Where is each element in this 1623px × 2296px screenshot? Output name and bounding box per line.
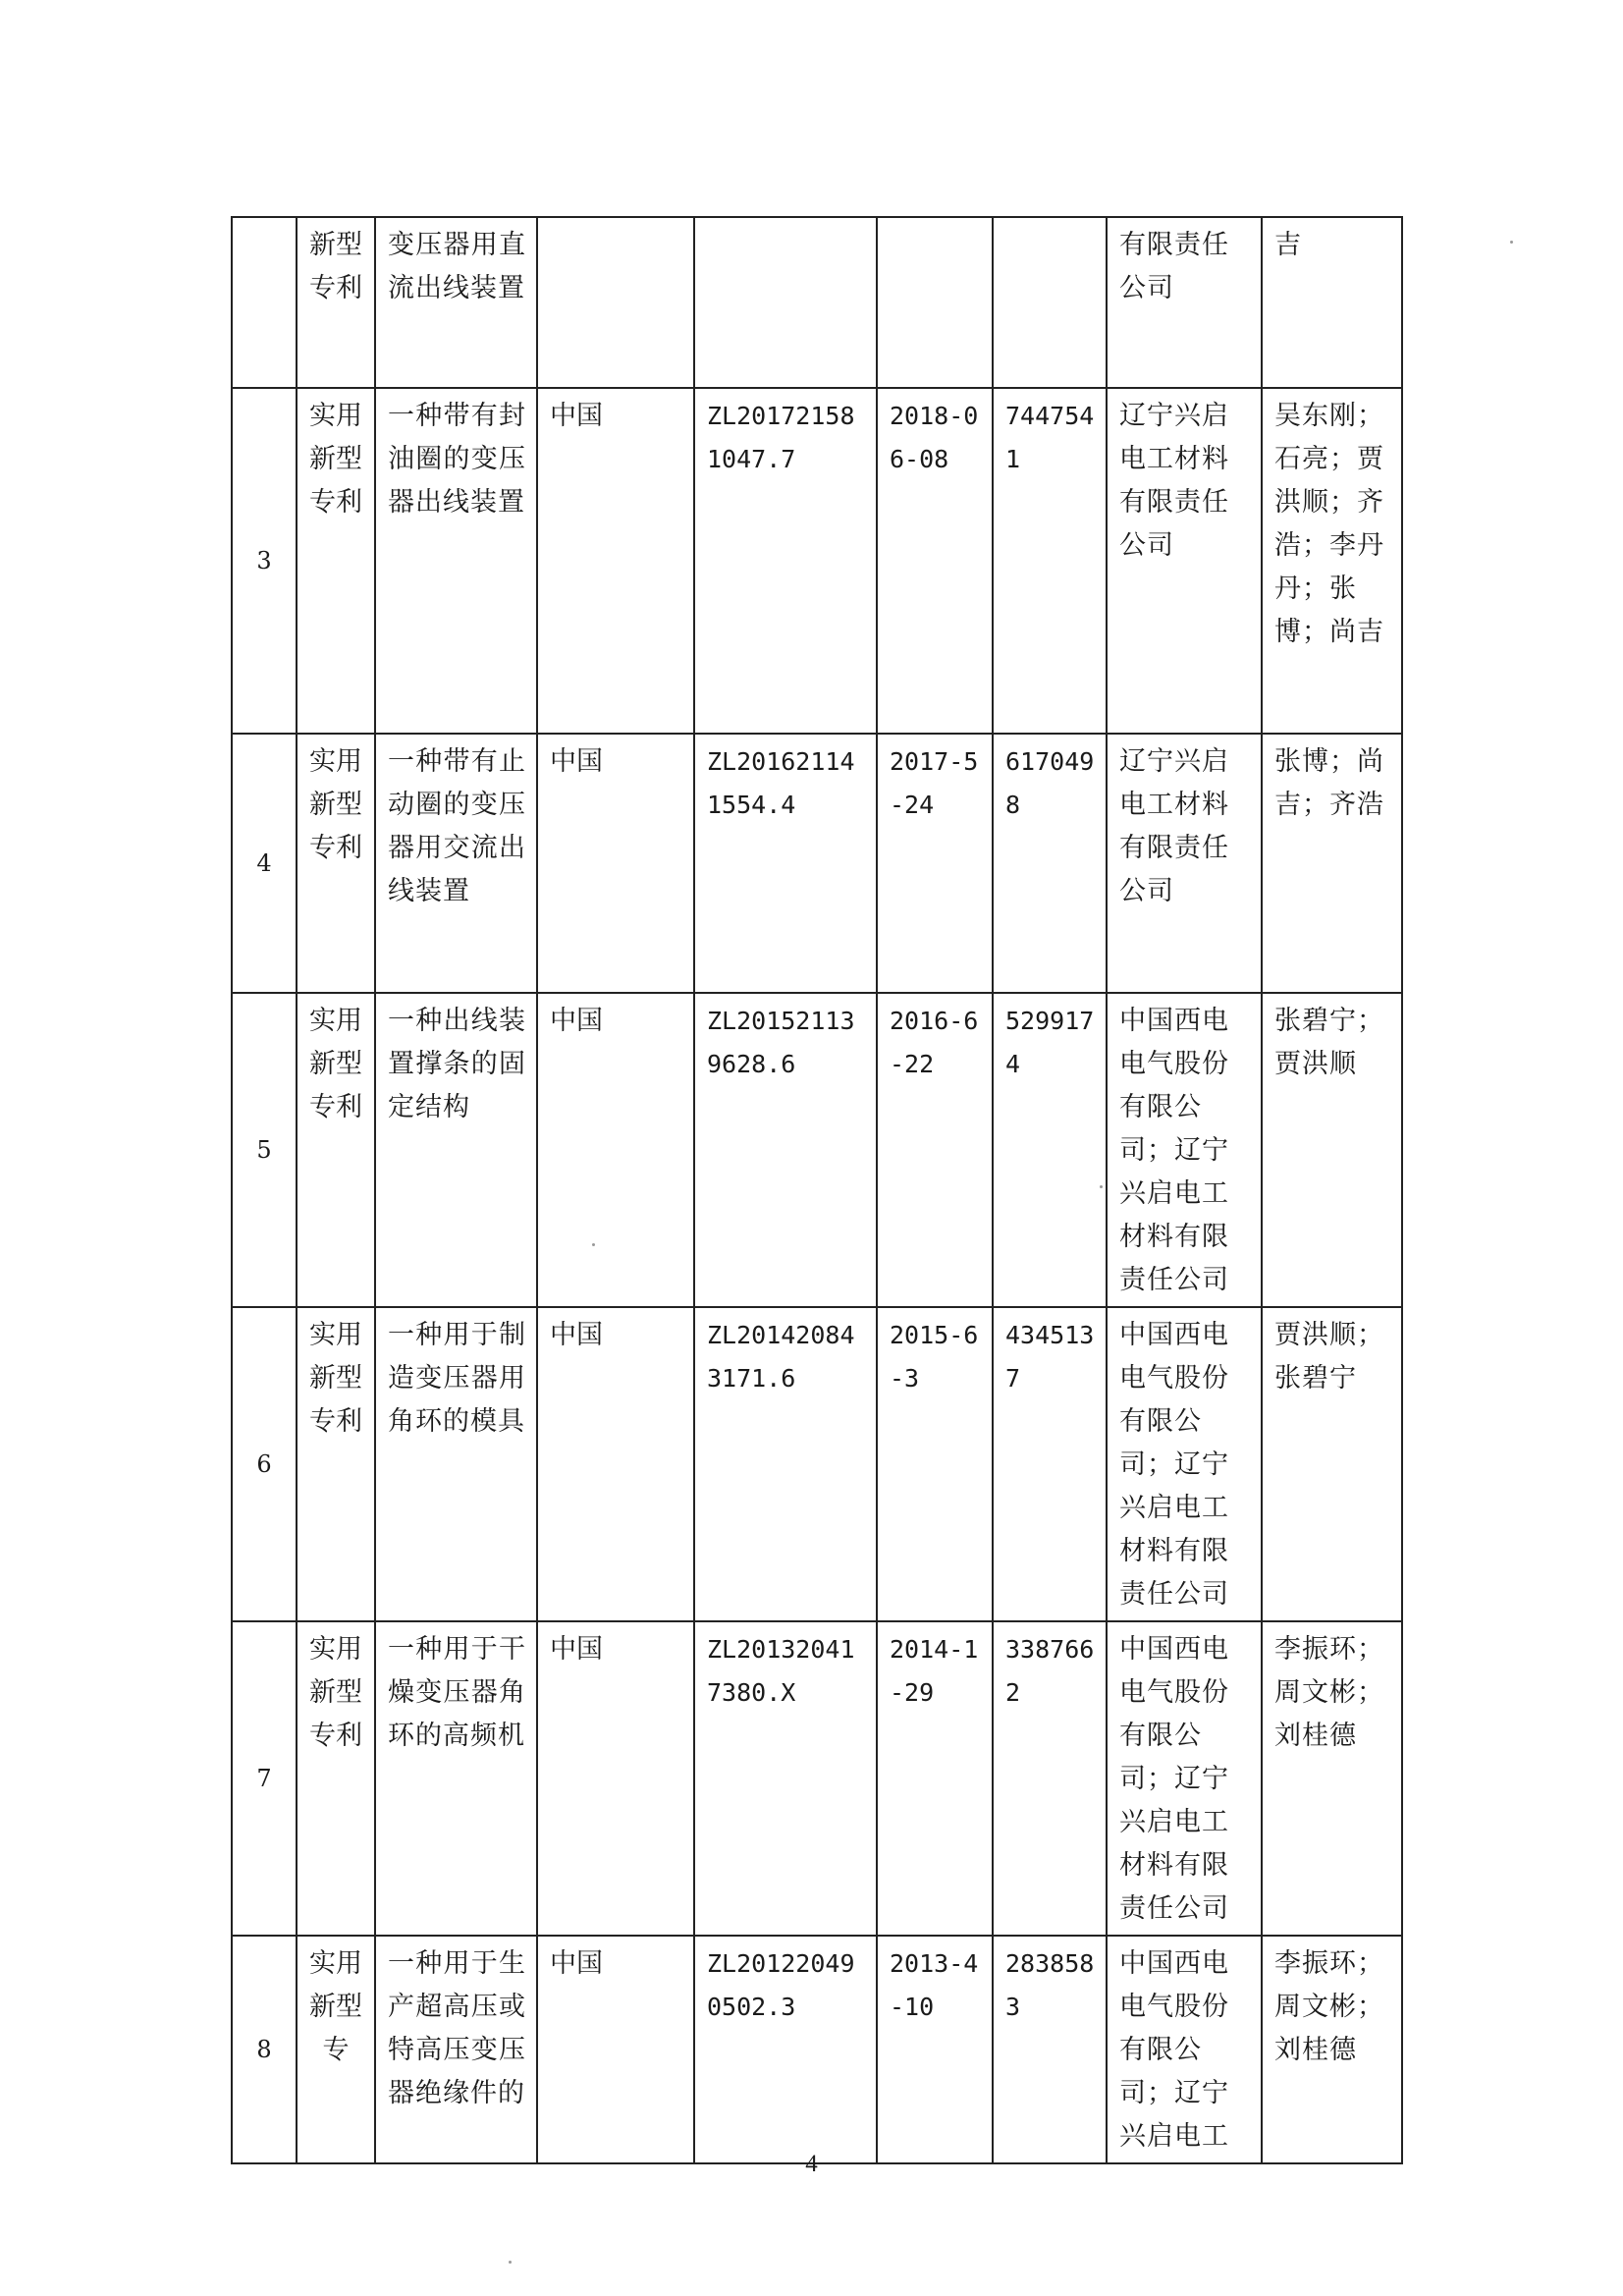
patent-table	[231, 216, 1403, 2164]
patent-number: ZL201320417380.X	[694, 1621, 877, 1936]
row-number: 4	[232, 734, 297, 993]
certificate-number: 5299174	[993, 993, 1107, 1307]
grant-date: 2014-1-29	[877, 1621, 993, 1936]
patent-number: ZL201721581047.7	[694, 388, 877, 734]
grant-date: 2016-6-22	[877, 993, 993, 1307]
certificate-number: 7447541	[993, 388, 1107, 734]
patent-type: 实用新型专利	[297, 993, 375, 1307]
patent-number: ZL201621141554.4	[694, 734, 877, 993]
scan-speck	[1510, 241, 1513, 244]
patent-number: ZL201220490502.3	[694, 1936, 877, 2163]
patent-owner: 中国西电电气股份有限公司；辽宁兴启电工材料有限责任公司	[1107, 1621, 1262, 1936]
row-number: 5	[232, 993, 297, 1307]
grant-date: 2017-5-24	[877, 734, 993, 993]
certificate-number	[993, 217, 1107, 388]
grant-date	[877, 217, 993, 388]
patent-type: 实用新型专利	[297, 734, 375, 993]
patent-number: ZL201521139628.6	[694, 993, 877, 1307]
country: 中国	[537, 734, 694, 993]
row-number	[232, 217, 297, 388]
certificate-number: 6170498	[993, 734, 1107, 993]
table-row	[232, 388, 1402, 734]
patent-owner: 辽宁兴启电工材料有限责任公司	[1107, 388, 1262, 734]
row-number: 8	[232, 1936, 297, 2163]
patent-name: 一种带有止动圈的变压器用交流出线装置	[375, 734, 537, 993]
patent-number	[694, 217, 877, 388]
inventors: 李振环；周文彬；刘桂德	[1262, 1621, 1402, 1936]
scan-speck	[509, 2261, 512, 2264]
scan-speck	[1100, 1185, 1103, 1188]
patent-type: 实用新型专利	[297, 388, 375, 734]
patent-table-body	[232, 217, 1402, 2163]
country: 中国	[537, 1307, 694, 1621]
table-row	[232, 1307, 1402, 1621]
inventors: 吴东刚；石亮；贾洪顺；齐浩；李丹丹；张博；尚吉	[1262, 388, 1402, 734]
table-row	[232, 1936, 1402, 2163]
patent-name: 一种出线装置撑条的固定结构	[375, 993, 537, 1307]
grant-date: 2013-4-10	[877, 1936, 993, 2163]
patent-owner: 辽宁兴启电工材料有限责任公司	[1107, 734, 1262, 993]
country: 中国	[537, 1936, 694, 2163]
inventors: 张碧宁；贾洪顺	[1262, 993, 1402, 1307]
inventors: 贾洪顺；张碧宁	[1262, 1307, 1402, 1621]
patent-number: ZL201420843171.6	[694, 1307, 877, 1621]
country: 中国	[537, 993, 694, 1307]
country: 中国	[537, 388, 694, 734]
patent-owner: 中国西电电气股份有限公司；辽宁兴启电工材料有限责任公司	[1107, 1307, 1262, 1621]
row-number: 3	[232, 388, 297, 734]
table-row	[232, 217, 1402, 388]
page-number: 4	[805, 2151, 818, 2177]
inventors: 吉	[1262, 217, 1402, 388]
inventors: 张博；尚吉；齐浩	[1262, 734, 1402, 993]
patent-owner: 有限责任公司	[1107, 217, 1262, 388]
patent-name: 变压器用直流出线装置	[375, 217, 537, 388]
table-row	[232, 1621, 1402, 1936]
grant-date: 2015-6-3	[877, 1307, 993, 1621]
row-number: 7	[232, 1621, 297, 1936]
row-number: 6	[232, 1307, 297, 1621]
patent-name: 一种用于制造变压器用角环的模具	[375, 1307, 537, 1621]
certificate-number: 4345137	[993, 1307, 1107, 1621]
patent-type: 实用新型专	[297, 1936, 375, 2163]
certificate-number: 3387662	[993, 1621, 1107, 1936]
table-row	[232, 734, 1402, 993]
patent-name: 一种用于生产超高压或特高压变压器绝缘件的	[375, 1936, 537, 2163]
patent-name: 一种带有封油圈的变压器出线装置	[375, 388, 537, 734]
country	[537, 217, 694, 388]
certificate-number: 2838583	[993, 1936, 1107, 2163]
scan-speck	[592, 1243, 595, 1246]
grant-date: 2018-06-08	[877, 388, 993, 734]
patent-name: 一种用于干燥变压器角环的高频机	[375, 1621, 537, 1936]
patent-type: 新型专利	[297, 217, 375, 388]
table-row	[232, 993, 1402, 1307]
patent-type: 实用新型专利	[297, 1621, 375, 1936]
patent-owner: 中国西电电气股份有限公司；辽宁兴启电工材料有限责任公司	[1107, 993, 1262, 1307]
inventors: 李振环；周文彬；刘桂德	[1262, 1936, 1402, 2163]
country: 中国	[537, 1621, 694, 1936]
patent-owner: 中国西电电气股份有限公司；辽宁兴启电工	[1107, 1936, 1262, 2163]
patent-type: 实用新型专利	[297, 1307, 375, 1621]
